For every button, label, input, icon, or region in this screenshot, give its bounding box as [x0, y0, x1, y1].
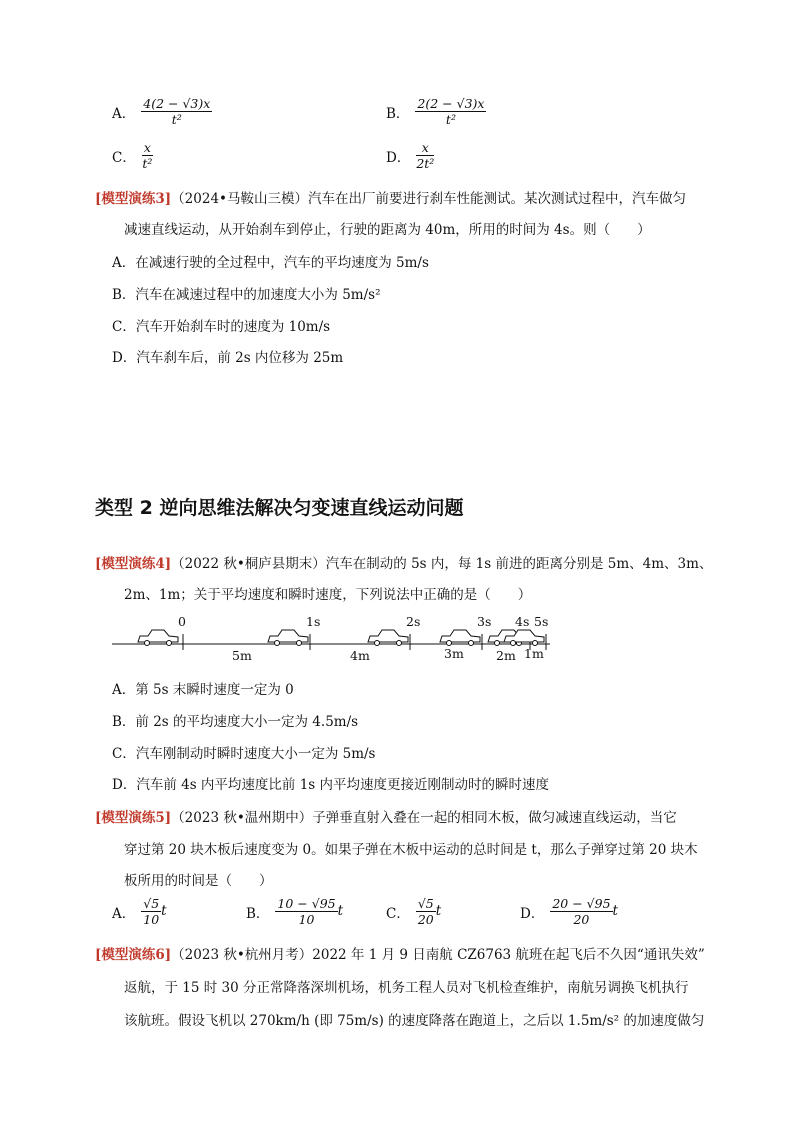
fraction-numerator: x: [143, 140, 151, 155]
q6-line1: [95, 943, 705, 963]
distance-label: 3m: [444, 646, 464, 661]
prev-option-a: [112, 96, 212, 127]
q5-option-d: [520, 896, 618, 927]
q4-option-c: C．汽车刚制动时瞬时速度大小一定为 5m/s: [112, 746, 376, 762]
section-title: 类型 2 逆向思维法解决匀变速直线运动问题: [95, 497, 464, 519]
option-label: A．: [112, 905, 136, 922]
time-label: 0: [178, 614, 186, 629]
q4-option-a: A．第 5s 末瞬时速度一定为 0: [112, 682, 294, 698]
option-label: D．: [386, 149, 411, 166]
option-label: C．: [386, 905, 410, 922]
option-label: B．: [386, 105, 410, 122]
fraction-numerator: 4(2 − √3)x: [143, 96, 211, 111]
q5-option-c: [386, 896, 441, 927]
car-icon: [138, 630, 178, 646]
time-label: 1s: [306, 614, 321, 629]
time-label: 3s: [477, 614, 492, 629]
fraction-numerator: x: [416, 140, 434, 156]
fraction-numerator: 2(2 − √3)x: [417, 96, 485, 111]
q6-line3: 该航班。假设飞机以 270km/h (即 75m/s) 的速度降落在跑道上，之后以 1.5m/s² 的加速度做匀: [124, 1013, 705, 1029]
fraction-numerator: 20 − √95: [552, 896, 611, 911]
q4-line2: 2m、1m；关于平均速度和瞬时速度，下列说法中正确的是（ ）: [124, 587, 532, 603]
option-label: B．: [246, 905, 270, 922]
option-label: C．: [112, 149, 136, 166]
q3-tag: [模型演练3]: [95, 191, 172, 207]
q6-line2: 返航，于 15 时 30 分正常降落深圳机场，机务工程人员对飞机检查维护，南航另调换飞机执行: [124, 980, 689, 996]
time-label: 4s: [515, 614, 530, 629]
fraction-denominator: 20: [573, 912, 590, 927]
q5-text-line1: （2023 秋•温州期中）子弹垂直射入叠在一起的相同木板，做匀减速直线运动，当它: [171, 810, 677, 826]
fraction-denominator: 10: [298, 912, 315, 927]
q3-option-b: B．汽车在减速过程中的加速度大小为 5m/s²: [112, 287, 381, 303]
q6-text-line1: （2023 秋•杭州月考）2022 年 1 月 9 日南航 CZ6763 航班在起飞后不久因“通讯失效”: [171, 947, 705, 963]
time-label: 2s: [406, 614, 421, 629]
variable-t: t: [161, 903, 167, 919]
q3-option-c: C．汽车开始刹车时的速度为 10m/s: [112, 319, 331, 335]
option-label: D．: [520, 905, 545, 922]
q4-text-line1: （2022 秋•桐庐县期末）汽车在制动的 5s 内，每 1s 前进的距离分别是 5m、4m、3m、: [171, 556, 713, 572]
variable-t: t: [612, 903, 618, 919]
fraction-denominator: t²: [171, 112, 182, 127]
q3-line2: 减速直线运动，从开始刹车到停止，行驶的距离为 40m，所用的时间为 4s。则（ ）: [124, 222, 651, 238]
q3-option-a: A．在减速行驶的全过程中，汽车的平均速度为 5m/s: [112, 255, 429, 271]
braking-diagram: [110, 612, 560, 664]
q4-option-d: D．汽车前 4s 内平均速度比前 1s 内平均速度更接近刚制动时的瞬时速度: [112, 777, 550, 793]
q5-line2: 穿过第 20 块木板后速度变为 0。如果子弹在木板中运动的总时间是 t，那么子弹穿过第 20 块木: [124, 842, 698, 858]
q5-line1: [95, 806, 677, 826]
fraction-denominator: t²: [142, 156, 153, 171]
distance-label: 4m: [350, 648, 370, 663]
q3-text-line1: （2024•马鞍山三模）汽车在出厂前要进行刹车性能测试。某次测试过程中，汽车做匀: [171, 191, 686, 207]
distance-label: 2m: [496, 648, 516, 663]
q4-tag: [模型演练4]: [95, 556, 172, 572]
car-icon: [268, 630, 308, 646]
q5-option-a: [112, 896, 167, 927]
prev-option-c: [112, 140, 153, 171]
variable-t: t: [337, 903, 344, 919]
q3-line1: [95, 187, 686, 207]
distance-label: 1m: [524, 646, 544, 661]
q5-line3: 板所用的时间是（ ）: [124, 873, 273, 889]
fraction-numerator: √5: [143, 896, 160, 911]
time-label: 5s: [534, 614, 549, 629]
prev-option-b: [386, 96, 486, 127]
prev-option-d: [386, 140, 434, 171]
fraction-denominator: 10: [143, 912, 160, 927]
car-icon: [368, 630, 408, 646]
option-label: A．: [112, 105, 136, 122]
q4-line1: [95, 552, 712, 572]
fraction-denominator: 2t²: [416, 156, 435, 171]
distance-label: 5m: [232, 648, 252, 663]
variable-t: t: [435, 903, 442, 919]
fraction-denominator: t²: [445, 112, 456, 127]
fraction-denominator: 20: [417, 912, 434, 927]
q3-option-d: D．汽车刹车后，前 2s 内位移为 25m: [112, 350, 344, 366]
q5-tag: [模型演练5]: [95, 810, 172, 826]
q6-tag: [模型演练6]: [95, 947, 172, 963]
fraction-numerator: 10 − √95: [277, 896, 336, 911]
car-icon: [440, 630, 480, 646]
q4-option-b: B．前 2s 的平均速度大小一定为 4.5m/s: [112, 714, 359, 730]
q5-option-b: [246, 896, 343, 927]
fraction-numerator: √5: [417, 896, 434, 911]
